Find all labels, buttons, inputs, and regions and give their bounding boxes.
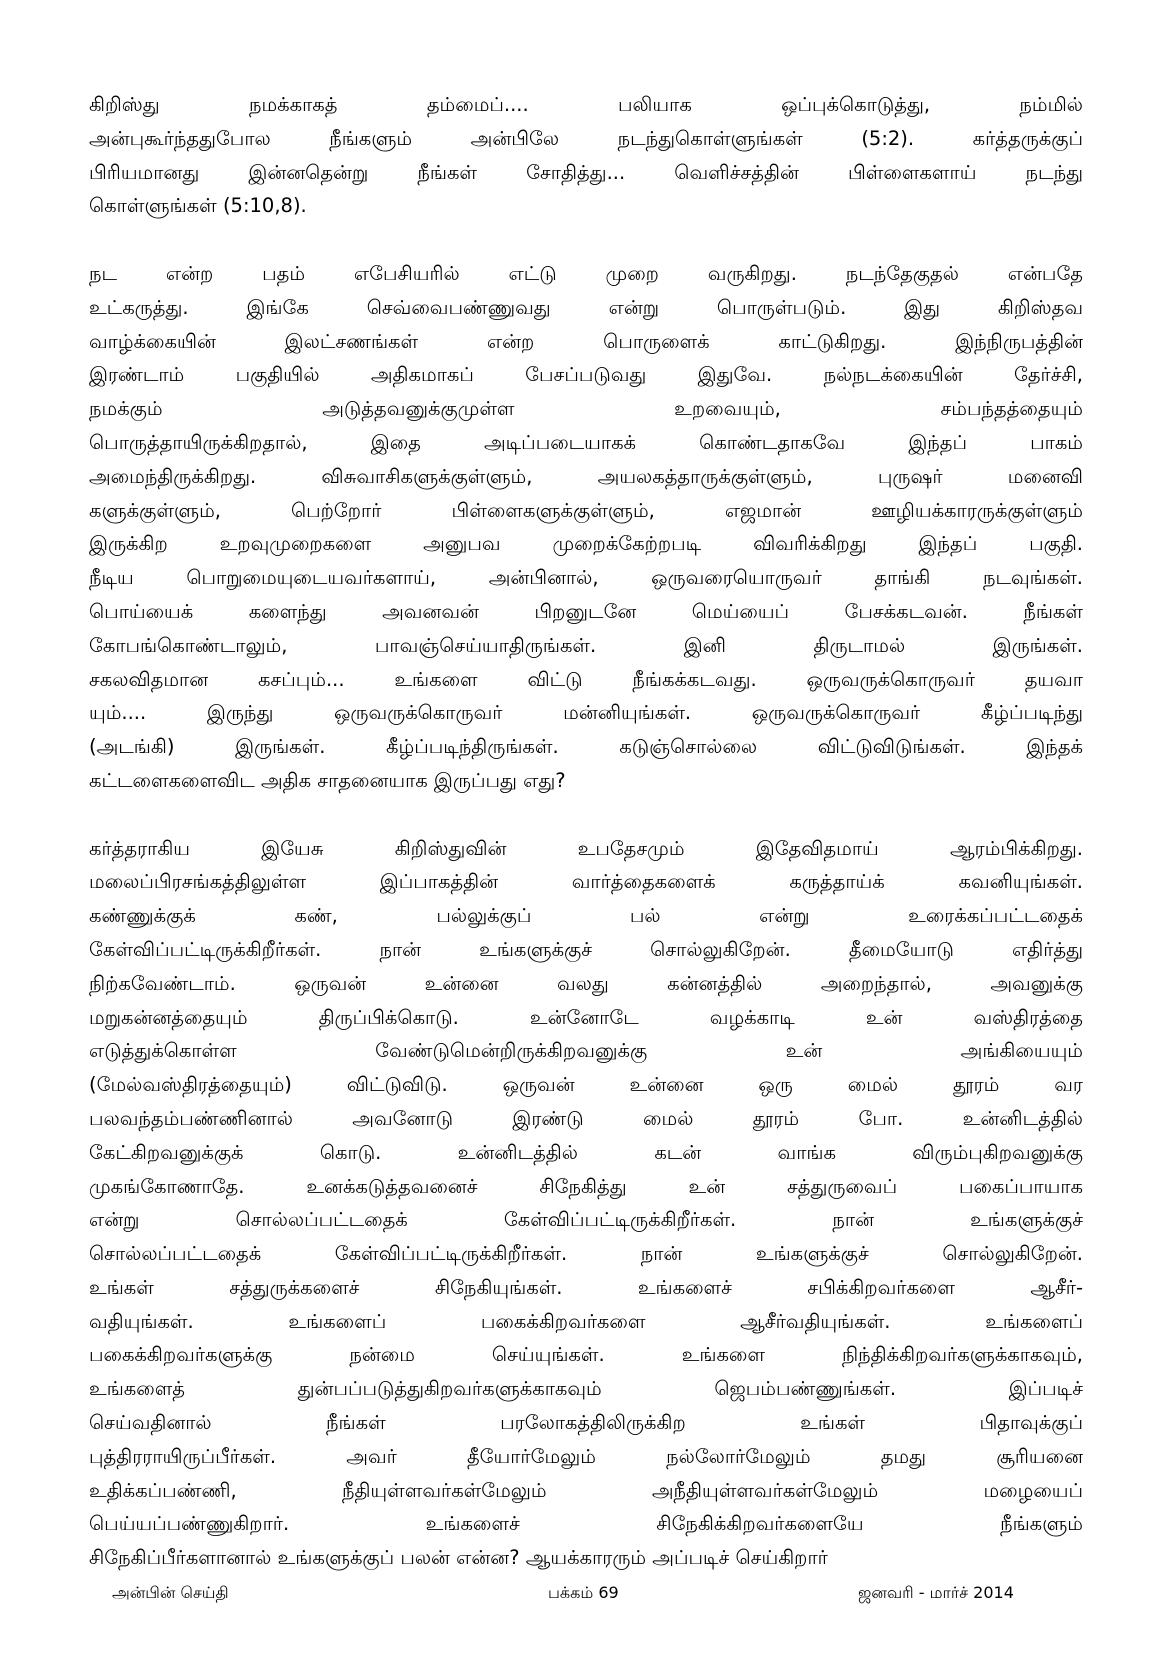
text-line: கர்த்தராகிய இயேசு கிறிஸ்துவின் உபதேசமும் இதேவிதமாய் ஆரம்பிக்கிறது. — [89, 836, 1083, 860]
text-line: பெய்யப்பண்ணுகிறார். உங்களைச் சிநேகிக்கிறவர்களையே நீங்களும் — [89, 1512, 1083, 1536]
text-line: செய்வதினால் நீங்கள் பரலோகத்திலிருக்கிற உங்கள் பிதாவுக்குப் — [89, 1411, 1083, 1435]
text-line: (அடங்கி) இருங்கள். கீழ்ப்படிந்திருங்கள். கடுஞ்சொல்லை விட்டுவிடுங்கள். இந்தக் — [89, 735, 1083, 759]
text-line: அன்புகூர்ந்ததுபோல நீங்களும் அன்பிலே நடந்துகொள்ளுங்கள் (5:2). கர்த்தருக்குப் — [89, 126, 1083, 150]
text-line: மறுகன்னத்தையும் திருப்பிக்கொடு. உன்னோடே வழக்காடி உன் வஸ்திரத்தை — [89, 1005, 1083, 1029]
text-line: மலைப்பிரசங்கத்திலுள்ள இப்பாகத்தின் வார்த்தைகளைக் கருத்தாய்க் கவனியுங்கள். — [89, 870, 1083, 894]
text-line: பகைக்கிறவர்களுக்கு நன்மை செய்யுங்கள். உங்களை நிந்திக்கிறவர்களுக்காகவும், — [89, 1343, 1083, 1367]
page-footer — [0, 1578, 1167, 1608]
footer-publication-name: அன்பின் செய்தி — [112, 1583, 229, 1602]
text-line: உதிக்கப்பண்ணி, நீதியுள்ளவர்கள்மேலும் அநீதியுள்ளவர்கள்மேலும் மழையைப் — [89, 1478, 1083, 1502]
text-line: பொய்யைக் களைந்து அவனவன் பிறனுடனே மெய்யைப் பேசக்கடவன். நீங்கள் — [89, 599, 1083, 623]
text-line: சிநேகிப்பீர்களானால் உங்களுக்குப் பலன் என்ன? ஆயக்காரரும் அப்படிச் செய்கிறார் — [89, 1546, 828, 1570]
text-line: எடுத்துக்கொள்ள வேண்டுமென்றிருக்கிறவனுக்கு உன் அங்கியையும் — [89, 1039, 1083, 1063]
text-line: நமக்கும் அடுத்தவனுக்குமுள்ள உறவையும், சம்பந்தத்தையும் — [89, 397, 1083, 421]
text-line: உங்களைத் துன்பப்படுத்துகிறவர்களுக்காகவும் ஜெபம்பண்ணுங்கள். இப்படிச் — [89, 1377, 1083, 1401]
footer-issue-date: ஜனவரி - மார்ச் 2014 — [858, 1583, 1014, 1602]
text-line: இருக்கிற உறவுமுறைகளை அனுபவ முறைக்கேற்றபடி விவரிக்கிறது இந்தப் பகுதி. — [89, 532, 1083, 556]
text-line: முகங்கோணாதே. உனக்கடுத்தவனைச் சிநேகித்து உன் சத்துருவைப் பகைப்பாயாக — [89, 1174, 1083, 1198]
text-line: பலவந்தம்பண்ணினால் அவனோடு இரண்டு மைல் தூரம் போ. உன்னிடத்தில் — [89, 1106, 1083, 1130]
text-line: வாழ்க்கையின் இலட்சணங்கள் என்ற பொருளைக் காட்டுகிறது. இந்நிருபத்தின் — [89, 329, 1083, 353]
text-line: இரண்டாம் பகுதியில் அதிகமாகப் பேசப்படுவது இதுவே. நல்நடக்கையின் தேர்ச்சி, — [89, 363, 1083, 387]
text-line: கோபங்கொண்டாலும், பாவஞ்செய்யாதிருங்கள். இனி திருடாமல் இருங்கள். — [89, 633, 1083, 657]
paragraph-2 — [89, 257, 1083, 798]
paragraph-3 — [89, 832, 1083, 1576]
text-line: நீடிய பொறுமையுடையவர்களாய், அன்பினால், ஒருவரையொருவர் தாங்கி நடவுங்கள். — [89, 566, 1083, 590]
text-line: சொல்லப்பட்டதைக் கேள்விப்பட்டிருக்கிறீர்கள். நான் உங்களுக்குச் சொல்லுகிறேன். — [89, 1242, 1083, 1266]
text-line: என்று சொல்லப்பட்டதைக் கேள்விப்பட்டிருக்கிறீர்கள். நான் உங்களுக்குச் — [89, 1208, 1083, 1232]
text-line: கட்டளைகளைவிட அதிக சாதனையாக இருப்பது எது? — [89, 768, 566, 792]
text-line: யும்.... இருந்து ஒருவருக்கொருவர் மன்னியுங்கள். ஒருவருக்கொருவர் கீழ்ப்படிந்து — [89, 701, 1083, 725]
text-line: உங்கள் சத்துருக்களைச் சிநேகியுங்கள். உங்களைச் சபிக்கிறவர்களை ஆசீர்- — [89, 1275, 1083, 1299]
footer-page-number: பக்கம் 69 — [548, 1583, 619, 1602]
text-line: (மேல்வஸ்திரத்தையும்) விட்டுவிடு. ஒருவன் உன்னை ஒரு மைல் தூரம் வர — [89, 1073, 1083, 1097]
text-line: கண்ணுக்குக் கண், பல்லுக்குப் பல் என்று உரைக்கப்பட்டதைக் — [89, 904, 1083, 928]
text-line: உட்கருத்து. இங்கே செவ்வைபண்ணுவது என்று பொருள்படும். இது கிறிஸ்தவ — [89, 295, 1083, 319]
text-line: களுக்குள்ளும், பெற்றோர் பிள்ளைகளுக்குள்ளும், எஜமான் ஊழியக்காரருக்குள்ளும் — [89, 498, 1083, 522]
text-line: நிற்கவேண்டாம். ஒருவன் உன்னை வலது கன்னத்தில் அறைந்தால், அவனுக்கு — [89, 971, 1083, 995]
text-line: கொள்ளுங்கள் (5:10,8). — [89, 194, 307, 218]
text-line: கேட்கிறவனுக்குக் கொடு. உன்னிடத்தில் கடன் வாங்க விரும்புகிறவனுக்கு — [89, 1140, 1083, 1164]
text-line: வதியுங்கள். உங்களைப் பகைக்கிறவர்களை ஆசீர்வதியுங்கள். உங்களைப் — [89, 1309, 1083, 1333]
text-line: சகலவிதமான கசப்பும்... உங்களை விட்டு நீங்கக்கடவது. ஒருவருக்கொருவர் தயவா — [89, 667, 1083, 691]
text-line: பொருத்தாயிருக்கிறதால், இதை அடிப்படையாகக் கொண்டதாகவே இந்தப் பாகம் — [89, 430, 1083, 454]
text-line: கேள்விப்பட்டிருக்கிறீர்கள். நான் உங்களுக்குச் சொல்லுகிறேன். தீமையோடு எதிர்த்து — [89, 937, 1083, 961]
text-line: கிறிஸ்து நமக்காகத் தம்மைப்.... பலியாக ஒப்புக்கொடுத்து, நம்மில் — [89, 93, 1083, 116]
text-line: நட என்ற பதம் எபேசியரில் எட்டு முறை வருகிறது. நடந்தேகுதல் என்பதே — [89, 261, 1083, 285]
text-line: அமைந்திருக்கிறது. விசுவாசிகளுக்குள்ளும், அயலகத்தாருக்குள்ளும், புருஷர் மனைவி — [89, 464, 1083, 488]
text-line: புத்திரராயிருப்பீர்கள். அவர் தீயோர்மேலும் நல்லோர்மேலும் தமது சூரியனை — [89, 1444, 1083, 1468]
body-text — [89, 88, 1083, 1575]
text-line: பிரியமானது இன்னதென்று நீங்கள் சோதித்து... வெளிச்சத்தின் பிள்ளைகளாய் நடந்து — [89, 160, 1083, 184]
paragraph-1 — [89, 88, 1083, 223]
